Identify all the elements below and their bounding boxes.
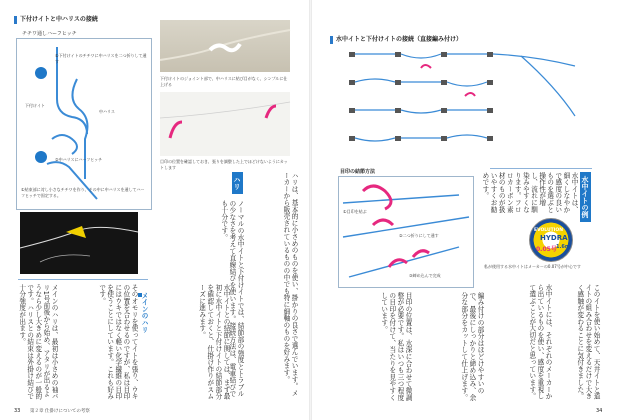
left-body-column-a: メインのハリは、最初は小さめの袖バリ1号前後から始め、アタリが出るようなら少し大きめに変えるのが一般的です。ハリスとの結束は外掛け結びで十分強度が出ます。 [17,284,58,400]
gutter [309,0,312,420]
mark-step-1: ①目印を結ぶ [343,209,367,214]
harris-photo [20,212,138,274]
mark-diagram [339,177,473,287]
left-divider [18,279,148,280]
sidebar-text: 水中イトは、細くしなやかで感度の良いものを選ぶと操作性が増し、流れに馴染みやすくなります。フロロカーボン素材のものが扱いやすくお勧めです。 [480,172,578,213]
right-body-column-d: 目印の位置は、水深に合わせて微調整が必要です。私はいつも三つ程度の目印を付けて、当たりを見やすくしています。 [379,292,412,401]
product-spec-b: 1.6m [556,244,571,250]
left-sub-heading: メインのハリ [140,292,148,333]
knot-label: チチワ通しハーフヒッチ [22,31,77,37]
knot-note: ①結束部に対し小さなチチワを作り、その中に中ハリスを通してハーフヒッチで固定する。 [21,187,145,198]
mark-step-2: ②二つ折りにして通す [399,233,439,238]
loop-path [52,135,77,154]
knot-diagram-panel [16,38,152,210]
page-number-left: 33 [14,408,21,414]
mark-photo [160,92,290,156]
knot-diagram [17,39,151,209]
hari-tag: ハリ [232,172,243,194]
product-name: HYDRA [540,234,568,242]
connection-diagram [325,46,580,168]
product-brand: EVOLUTION [534,228,563,233]
left-body-column-b: そのオモリを使ってイトを張り、ウキの位置を合わせるのですが、私は目印にはウキではなく軽い化学繊維の目印を使うことにしています。これも好みです。 [97,284,138,400]
harris-path [72,79,87,179]
left-body-column-d: 水中イトとの結節に関しては、まず最初に水中イトと下付けイトの結節部分を確認しておくと、仕掛け作りがスムーズに進みます。 [197,284,230,400]
step-1-text: ①下付けイトのチチワに中ハリスを二つ折りして通す [55,53,147,64]
footer-left: 第２章 仕掛けについての考察 [30,409,90,414]
page-number-right: 34 [596,408,603,414]
sidebar-rule [490,168,592,169]
mark-method-title: 目印の結節方法 [340,169,376,175]
mainline-label: 下付けイト [25,103,45,108]
sidebar-tag: 水中イトの例 [580,172,591,222]
right-body-column-b: 水中イトには、それぞれのメーカーから出ているものを使い、感度を重視して選ぶことが大切だと思っています。 [527,284,552,400]
left-section-title: 下付けイトと中ハリスの接続 [14,16,98,24]
right-body-column-c: 編み付けの部分はほどけやすいので、最後にしっかりと締め込み、余分な部分をカットして仕上げます。 [459,292,484,401]
harris-label: 中ハリス [99,109,115,114]
step-2-text: ②中ハリスにハーフヒッチ [55,157,103,162]
left-body-column-c: ノーマルの水中イトと下付けイトでは、結節部の強度とトラブルの少なさを考えて直線結びを使います。接続方法は、電車結びでも十分です。 [219,200,244,398]
photo-caption: 下付けイトのジョイント部で、中ハリスに結び目がなく、シンプルに仕上げる [160,76,288,87]
knot-photo [160,20,290,72]
mark-method-panel [338,176,474,288]
product-spec-a: 0.05号 [536,246,557,253]
right-body-column-a: このイトを使い始めて、天井イトと道イトの組み合わせを変えるだけで大きく感触が変わることに気付きました。 [575,284,600,400]
left-body-column-e: ハリは、基本的に小さめのものを使い、掛かりの良さで選んでいます。メーカーから販売されているものの中でも特に細軸のものを好みます。 [281,172,298,397]
photo-caption-2: 目印の位置を確認しておき、張りを調整した上でほどけないようにカットします [160,159,288,170]
right-section-title: 水中イトと下付けイトの接続（直接編み付け） [330,36,462,44]
product-caption: 私が使用する水中イトはメーカーの0.07号が中心です [484,264,581,269]
mark-step-3: ③締め込んで完成 [409,273,441,278]
